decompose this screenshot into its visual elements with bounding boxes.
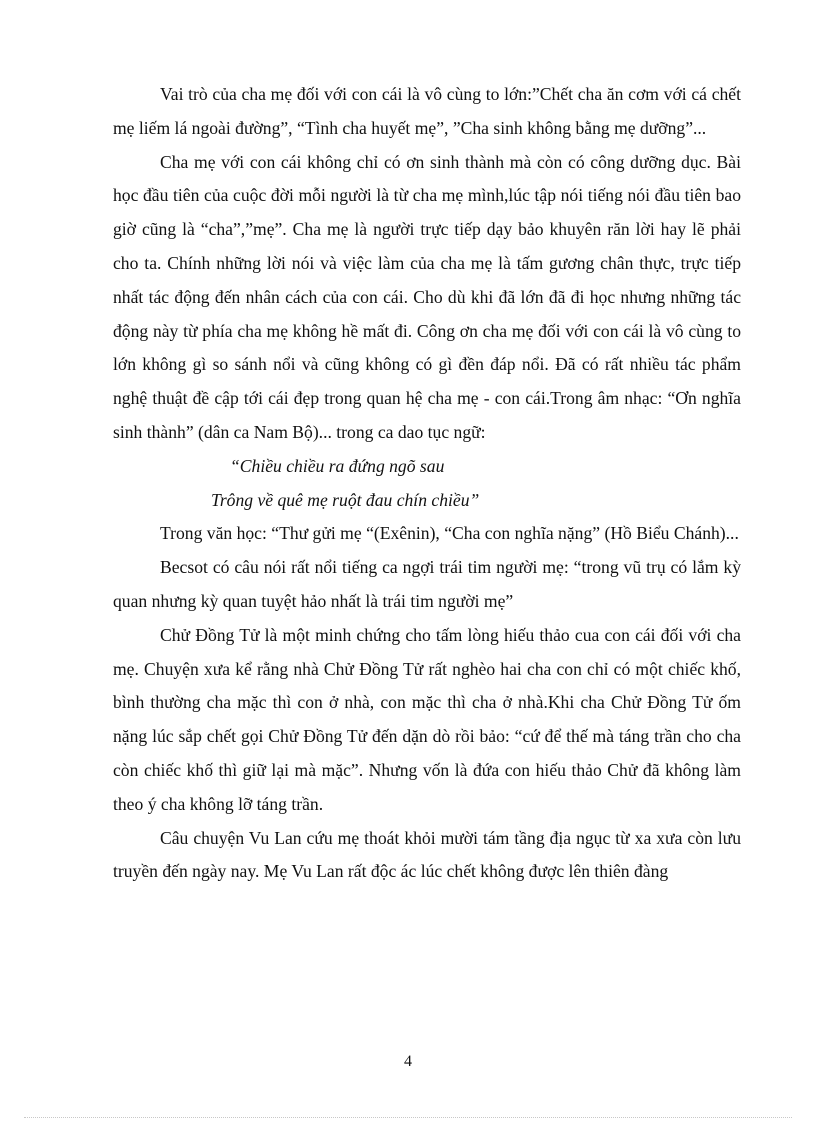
page-bottom-divider [24,1117,792,1118]
folk-poem [113,450,741,518]
paragraph-chu-dong-tu: Chử Đồng Tử là một minh chứng cho tấm lòng hiếu thảo cua con cái đối với cha mẹ. Chuyện xưa kể rằng nhà Chử Đồng Tử rất nghèo hai cha con chỉ có một chiếc khố, bình thường cha mặc thì con ở nhà, con mặc thì cha ở nhà.Khi cha Chử Đồng Tử ốm nặng lúc sắp chết gọi Chử Đồng Tử đến dặn dò rồi bảo: “cứ để thế mà táng trần cho cha còn chiếc khố thì giữ lại mà mặc”. Nhưng vốn là đứa con hiếu thảo Chử đã không làm theo ý cha không lỡ táng trần. [113,624,741,814]
page-number: 4 [404,1053,412,1070]
paragraph-literature: Trong văn học: “Thư gửi mẹ “(Exênin), “Cha con nghĩa nặng” (Hồ Biểu Chánh)... [160,523,739,544]
paragraph-parental-teaching: Cha mẹ với con cái không chỉ có ơn sinh thành mà còn có công dưỡng dục. Bài học đầu tiên của cuộc đời mỗi người là từ cha mẹ mình,lúc tập nói tiếng nói đầu tiên bao giờ cũng là “cha”,”mẹ”. Cha mẹ là người trực tiếp dạy bảo khuyên răn lời hay lẽ phải cho ta. Chính những lời nói và việc làm của cha mẹ là tấm gương chân thực, trực tiếp nhất tác động đến nhân cách của con cái. Cho dù khi đã lớn đã đi học nhưng những tác động này từ phía cha mẹ không hề mất đi. Công ơn cha mẹ đối với con cái là vô cùng to lớn không gì so sánh nổi và cũng không có gì đền đáp nổi. Đã có rất nhiều tác phẩm nghệ thuật đề cập tới cái đẹp trong quan hệ cha mẹ - con cái.Trong âm nhạc: “Ơn nghĩa sinh thành” (dân ca Nam Bộ)... trong ca dao tục ngữ: [113,151,741,442]
paragraph-role-of-parents: Vai trò của cha mẹ đối với con cái là vô cùng to lớn:”Chết cha ăn cơm với cá chết mẹ liếm lá ngoài đường”, “Tình cha huyết mẹ”, ”Cha sinh không bằng mẹ dưỡng”... [113,84,741,138]
paragraph-becsot-quote: Becsot có câu nói rất nổi tiếng ca ngợi trái tim người mẹ: “trong vũ trụ có lắm kỳ quan nhưng kỳ quan tuyệt hảo nhất là trái tim người mẹ” [113,557,741,611]
poem-line: Trông về quê mẹ ruột đau chín chiều” [211,489,480,510]
paragraph-vu-lan: Câu chuyện Vu Lan cứu mẹ thoát khỏi mười tám tầng địa ngục từ xa xưa còn lưu truyền đến ngày nay. Mẹ Vu Lan rất độc ác lúc chết không được lên thiên đàng [113,827,741,882]
poem-line: “Chiều chiều ra đứng ngõ sau [230,455,445,476]
document-body [113,78,741,889]
